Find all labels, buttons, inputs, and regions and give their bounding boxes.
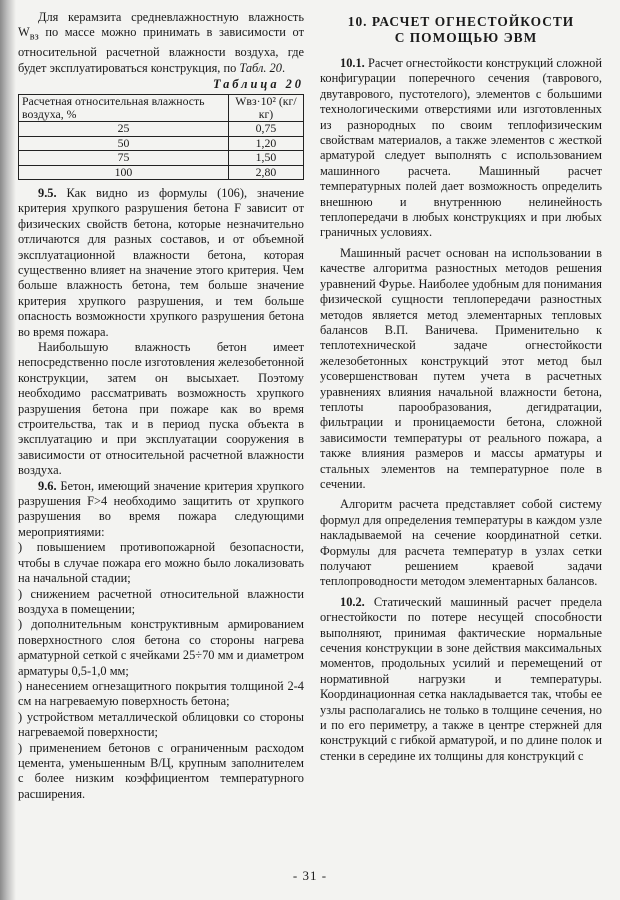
table-cell-value: 2,80 xyxy=(228,165,303,179)
table-reference: Табл. 20 xyxy=(239,60,282,75)
section-heading xyxy=(320,14,602,46)
table-header-humidity: Расчетная относительная влажность воздуха, % xyxy=(19,94,229,122)
intro-paragraph: Для керамзита средневлажностную влажность $W_{вз}$ по массе можно принимать в зависимости от относительной расчетной влажности воздуха, где будет эксплуатироваться конструкция, по Табл. 20. xyxy=(18,10,304,75)
table-title: Таблица 20 xyxy=(212,77,304,92)
table-cell-humidity: 75 xyxy=(19,151,229,165)
table-cell-humidity: 25 xyxy=(19,122,229,136)
table-cell-humidity: 100 xyxy=(19,165,229,179)
paragraph-9-5-continued: Наибольшую влажность бетон имеет непосредственно после изготовления железобетонной конструкции, затем он высыхает. Поэтому необходимо рассматривать возможность хрупкого разрушения бетона при пожаре как во время строительства, так и в период пуска объекта в эксплуатацию и при эксплуатации сооружения в зависимости от относительной расчетной влажности воздуха. xyxy=(18,340,304,478)
table-cell-value: 0,75 xyxy=(228,122,303,136)
table-cell-value: 1,20 xyxy=(228,136,303,150)
table-row xyxy=(19,136,304,150)
right-column xyxy=(320,10,602,764)
table-header-value: Wвз·10² (кг/кг) xyxy=(228,94,303,122)
clause-number: 9.6. xyxy=(38,478,57,493)
subscript: вз xyxy=(29,31,39,43)
table-row xyxy=(19,165,304,179)
measure-item: ) применением бетонов с ограниченным расходом цемента, уменьшенным В/Ц, крупным заполнителем с более низким коэффициентом температурного расширения. xyxy=(18,740,304,801)
paragraph-10-1-c: Алгоритм расчета представляет собой систему формул для определения температуры в каждом узле накладываемой на сечение координатной сетки. Формулы для расчета температур в узлах сетки получают решением краевой задачи теплопроводности методом элементарных балансов. xyxy=(320,497,602,589)
table-header-row xyxy=(19,94,304,122)
table-row xyxy=(19,122,304,136)
clause-number: 10.2. xyxy=(340,594,365,609)
paragraph-10-2: 10.2. Статический машинный расчет предела огнестойкости по потере несущей способности выполняют, принимая фактические нормальные сечения конструкции в зоне действия максимальных моментов, продольных усилий и перемещений от нормативной нагрузки и температуры. Координационная сетка накладывается так, чтобы ее узлы располагались не только в толщине сечения, но и по его периметру, а также в центре стержней для конструкций с гибкой арматурой, и по длине полок и стенки в середине их толщины для конструкций с xyxy=(320,594,602,763)
clause-number: 9.5. xyxy=(38,185,57,200)
page-number: - 31 - xyxy=(292,868,328,883)
table-cell-humidity: 50 xyxy=(19,136,229,150)
measure-item: ) дополнительным конструктивным армированием поверхностного слоя бетона со стороны нагрева арматурной сеткой с ячейками 25÷70 мм и диаметром арматуры 0,5-1,0 мм; xyxy=(18,617,304,678)
measure-item: ) повышением противопожарной безопасности, чтобы в случае пожара его можно было локализовать на начальной стадии; xyxy=(18,540,304,586)
paragraph-9-5: 9.5. Как видно из формулы (106), значение критерия хрупкого разрушения бетона F зависит от физических свойств бетона, которые незначительно отличаются для разных составов, и от объемной эксплуатационной влажности бетона, которая существенно влияет на значение этого критерия. Чем больше влажность бетона, тем больше значение критерия хрупкого разрушения, и тем больше опасность возможности хрупкого разрушения бетона во время пожара. xyxy=(18,185,304,339)
humidity-table xyxy=(18,94,304,180)
section-heading-line2: С ПОМОЩЬЮ ЭВМ xyxy=(394,30,538,45)
measure-item: ) снижением расчетной относительной влажности воздуха в помещении; xyxy=(18,586,304,616)
scan-binding-shadow xyxy=(0,0,16,900)
section-heading-line1: 10. РАСЧЕТ ОГНЕСТОЙКОСТИ xyxy=(347,14,575,29)
paragraph-9-6: 9.6. Бетон, имеющий значение критерия хрупкого разрушения F>4 необходимо защитить от хрупкого разрушения во время пожара следующими мероприятиями: xyxy=(18,478,304,539)
left-column xyxy=(18,10,304,802)
clause-number: 10.1. xyxy=(340,56,365,70)
measure-item: ) нанесением огнезащитного покрытия толщиной 2-4 см на нагреваемую поверхность бетона; xyxy=(18,678,304,709)
measure-item: ) устройством металлической облицовки со стороны нагреваемой поверхности; xyxy=(18,709,304,740)
table-row xyxy=(19,151,304,165)
table-cell-value: 1,50 xyxy=(228,151,303,165)
paragraph-10-1: 10.1. Расчет огнестойкости конструкций сложной конфигурации поперечного сечения (таврового, двутаврового, пустотелого), элементов с большими технологическими отверстиями или изготовленных из разнородных по своим теплофизическим свойствам материалов, а также элементов с жесткой арматурой следует выполнять с использованием машинного расчета. Машинный расчет температурных полей дает возможность определить внешнюю и внутреннюю нелинейность теплопередачи в любых конструкциях и при любых граничных условиях. xyxy=(320,56,602,240)
paragraph-10-1-b: Машинный расчет основан на использовании в качестве алгоритма разностных методов решения уравнений Фурье. Наиболее удобным для понимания физической сущности теплопередачи разностных методов является метод элементарных тепловых балансов В.П. Ваничева. Применительно к теплотехнической задаче огнестойкости железобетонных конструкций этот метод был усовершенствован путем учета в расчетных уравнениях влияния начальной влажности бетона, теплоты парообразования, дегидратации, фильтрации и проницаемости бетона, сложной зависимости температуры от реального пожара, а также влияния размеров и массы арматуры и стальных элементов на температурное поле в сечении. xyxy=(320,245,602,491)
